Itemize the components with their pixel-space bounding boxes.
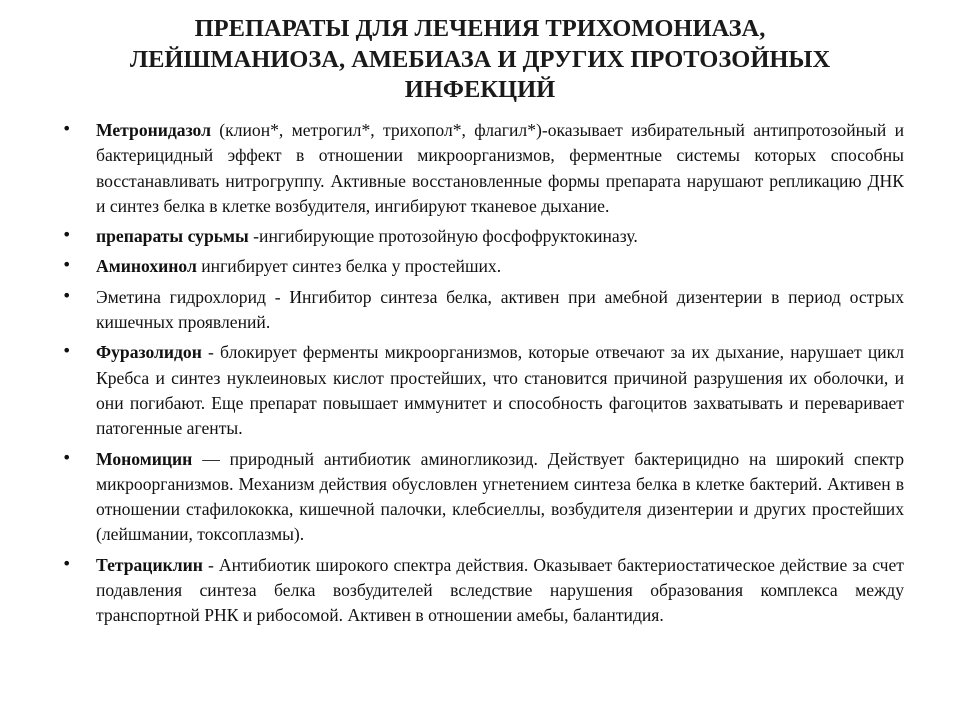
- drug-name: препараты сурьмы: [96, 226, 249, 247]
- bullet-icon: •: [62, 341, 72, 361]
- drug-name: Мономицин: [96, 448, 193, 469]
- drug-name: Фуразолидон: [96, 342, 202, 363]
- list-item-monomycin: [62, 447, 904, 548]
- list-item-metronidazole: [62, 118, 904, 219]
- bullet-icon: •: [62, 255, 72, 275]
- drug-name: Аминохинол: [96, 256, 197, 277]
- list-item-emetine: [62, 285, 904, 336]
- title-line-2: ЛЕЙШМАНИОЗА, АМЕБИАЗА И ДРУГИХ ПРОТОЗОЙНЫХ: [129, 45, 831, 73]
- drug-name: Метронидазол: [96, 120, 211, 140]
- drug-description: Эметина гидрохлорид - Ингибитор синтеза белка, активен при амебной дизентерии в период острых кишечных проявлений.: [96, 286, 904, 333]
- title-line-3: ИНФЕКЦИЙ: [404, 76, 556, 103]
- bullet-icon: •: [62, 225, 72, 245]
- drug-description: (клион*, метрогил*, трихопол*, флагил*)-оказывает избирательный антипротозойный и бактерицидный эффект в отношении микроорганизмов, ферментные системы которых способны восстанавливать нитрогруппу. Активные восстановленные формы препарата нарушают репликацию ДНК и синтез белка в клетке возбудителя, ингибируют тканевое дыхание.: [96, 120, 904, 216]
- drug-description: ингибирует синтез белка у простейших.: [196, 256, 502, 277]
- drug-description: - блокирует ферменты микроорганизмов, которые отвечают за их дыхание, нарушает цикл Кребса и синтез нуклеиновых кислот простейших, что становится причиной разрушения их оболочки, и они погибают. Еще препарат повышает иммунитет и способность фагоцитов захватывать и переваривает патогенные агенты.: [96, 342, 904, 439]
- list-item-furazolidone: [62, 340, 904, 441]
- slide-title: [60, 14, 900, 106]
- bullet-icon: •: [62, 447, 72, 467]
- list-item-tetracycline: [62, 553, 904, 629]
- drug-description: — природный антибиотик аминогликозид. Действует бактерицидно на широкий спектр микроорганизмов. Механизм действия обусловлен угнетением синтеза белка в клетке бактерий. Активен в отношении стафилококка, кишечной палочки, клебсиеллы, возбудителя дизентерии и других простейших (лейшмании, токсоплазмы).: [96, 448, 904, 545]
- bullet-icon: •: [62, 285, 72, 305]
- list-item-aminoquinol: [62, 254, 904, 279]
- drug-list: [62, 118, 904, 634]
- bullet-icon: •: [62, 553, 72, 573]
- list-item-antimony: [62, 224, 904, 249]
- title-line-1: ПРЕПАРАТЫ ДЛЯ ЛЕЧЕНИЯ ТРИХОМОНИАЗА,: [194, 15, 766, 42]
- drug-description: - Антибиотик широкого спектра действия. Оказывает бактериостатическое действие за счет подавления синтеза белка возбудителей вследствие нарушения образования комплекса между транспортной РНК и рибосомой. Активен в отношении амебы, балантидия.: [96, 554, 904, 626]
- bullet-icon: •: [62, 119, 72, 138]
- drug-description: -ингибирующие протозойную фосфофруктокиназу.: [248, 226, 638, 247]
- drug-name: Тетрациклин: [96, 554, 203, 575]
